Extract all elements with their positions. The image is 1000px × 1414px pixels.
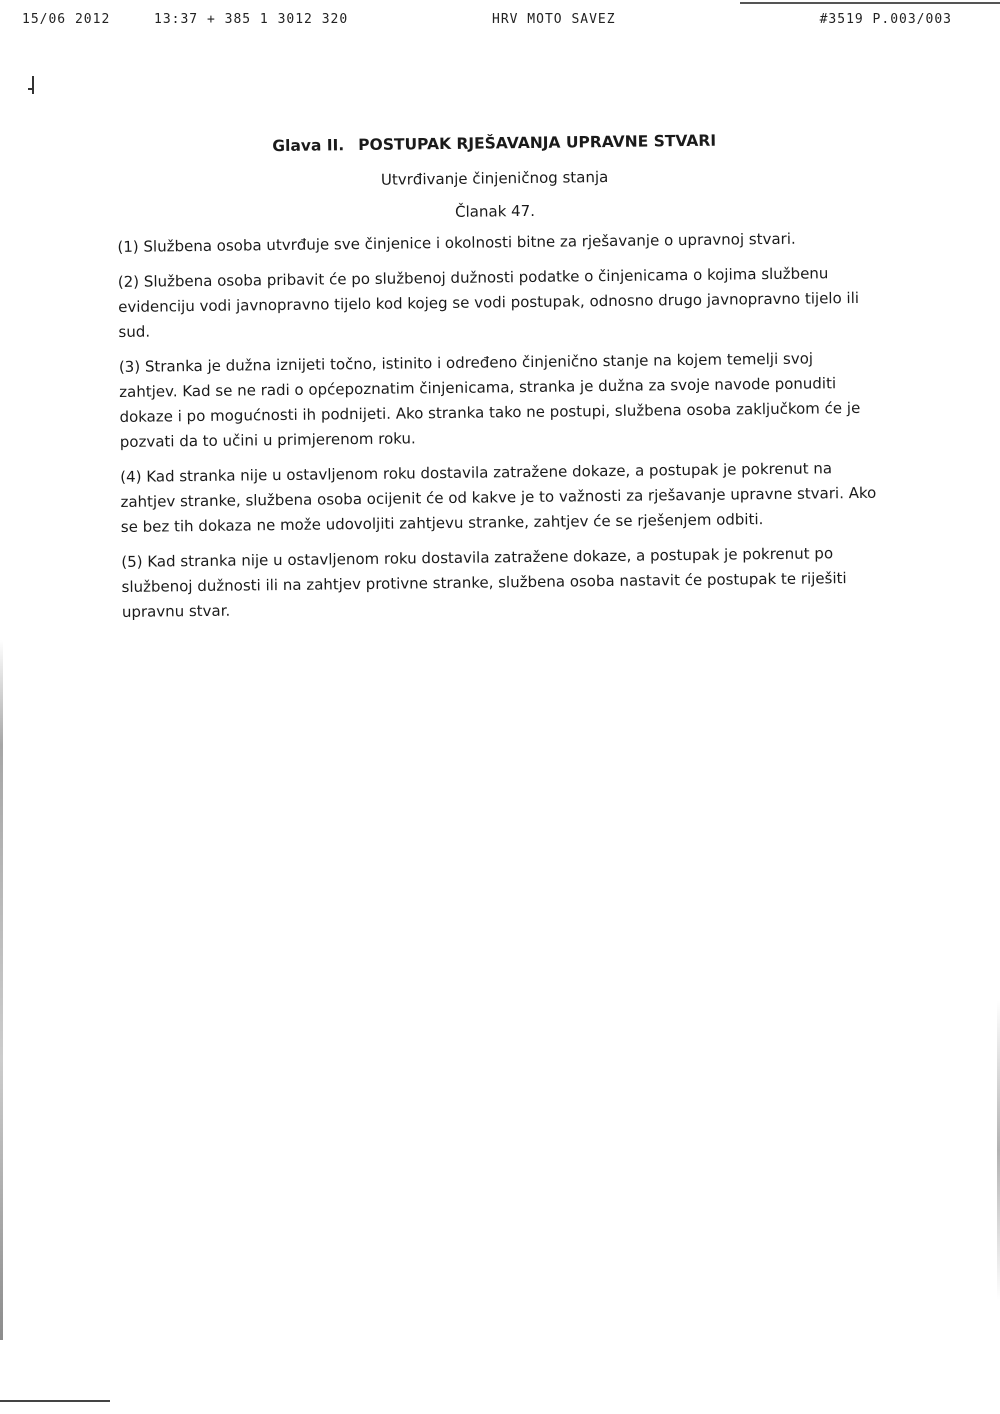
fax-time-phone: 13:37 + 385 1 3012 320: [154, 12, 349, 27]
scan-top-edge: [740, 2, 1000, 4]
chapter-title: POSTUPAK RJEŠAVANJA UPRAVNE STVARI: [358, 131, 717, 155]
fax-sender: HRV MOTO SAVEZ: [492, 12, 616, 27]
paragraph-3: (3) Stranka je dužna iznijeti točno, istinito i određeno činjenično stanje na kojem temelji svoj zahtjev. Kad se ne radi o općepoznatim činjenicama, stranka je dužna za svoje navode ponuditi dokaze i po mogućnosti ih podnijeti. Ako stranka tako ne postupi, službena osoba zaključkom će je pozvati da to učini u primjerenom roku.: [118, 349, 861, 451]
paragraph-1: (1) Službena osoba utvrđuje sve činjenice i okolnosti bitne za rješavanje o upravnoj stvari.: [117, 229, 796, 256]
scan-mark: [32, 76, 40, 94]
fax-header: [22, 12, 952, 32]
section-title: Utvrđivanje činjeničnog stanja: [380, 167, 609, 189]
scan-edge-left: [0, 640, 3, 1340]
paragraph-5: (5) Kad stranka nije u ostavljenom roku dostavila zatražene dokaze, a postupak je pokrenut po službenoj dužnosti ili na zahtjev protivne stranke, službena osoba nastavit će postupak te riješiti upravnu stvar.: [121, 544, 847, 621]
article-number: Članak 47.: [454, 201, 536, 221]
scan-bottom-line: [0, 1400, 110, 1402]
fax-date: 15/06 2012: [22, 12, 111, 27]
document-body: [116, 121, 878, 635]
paragraph-4: (4) Kad stranka nije u ostavljenom roku dostavila zatražene dokaze, a postupak je pokrenut na zahtjev stranke, službena osoba ocijenit će od kakve je to važnosti za rješavanje upravne stvari. Ako se bez tih dokaza ne može udovoljiti zahtjevu stranke, zahtjev će se rješenjem odbiti.: [120, 459, 877, 536]
chapter-heading: [116, 127, 872, 161]
chapter-number: Glava II.: [272, 136, 345, 156]
paragraph-2: (2) Službena osoba pribavit će po službenoj dužnosti podatke o činjenicama o kojima službenu evidenciju vodi javnopravno tijelo kod kojeg se vodi postupak, odnosno drugo javnopravno tijelo ili sud.: [117, 264, 860, 341]
fax-page-number: #3519 P.003/003: [819, 12, 952, 27]
